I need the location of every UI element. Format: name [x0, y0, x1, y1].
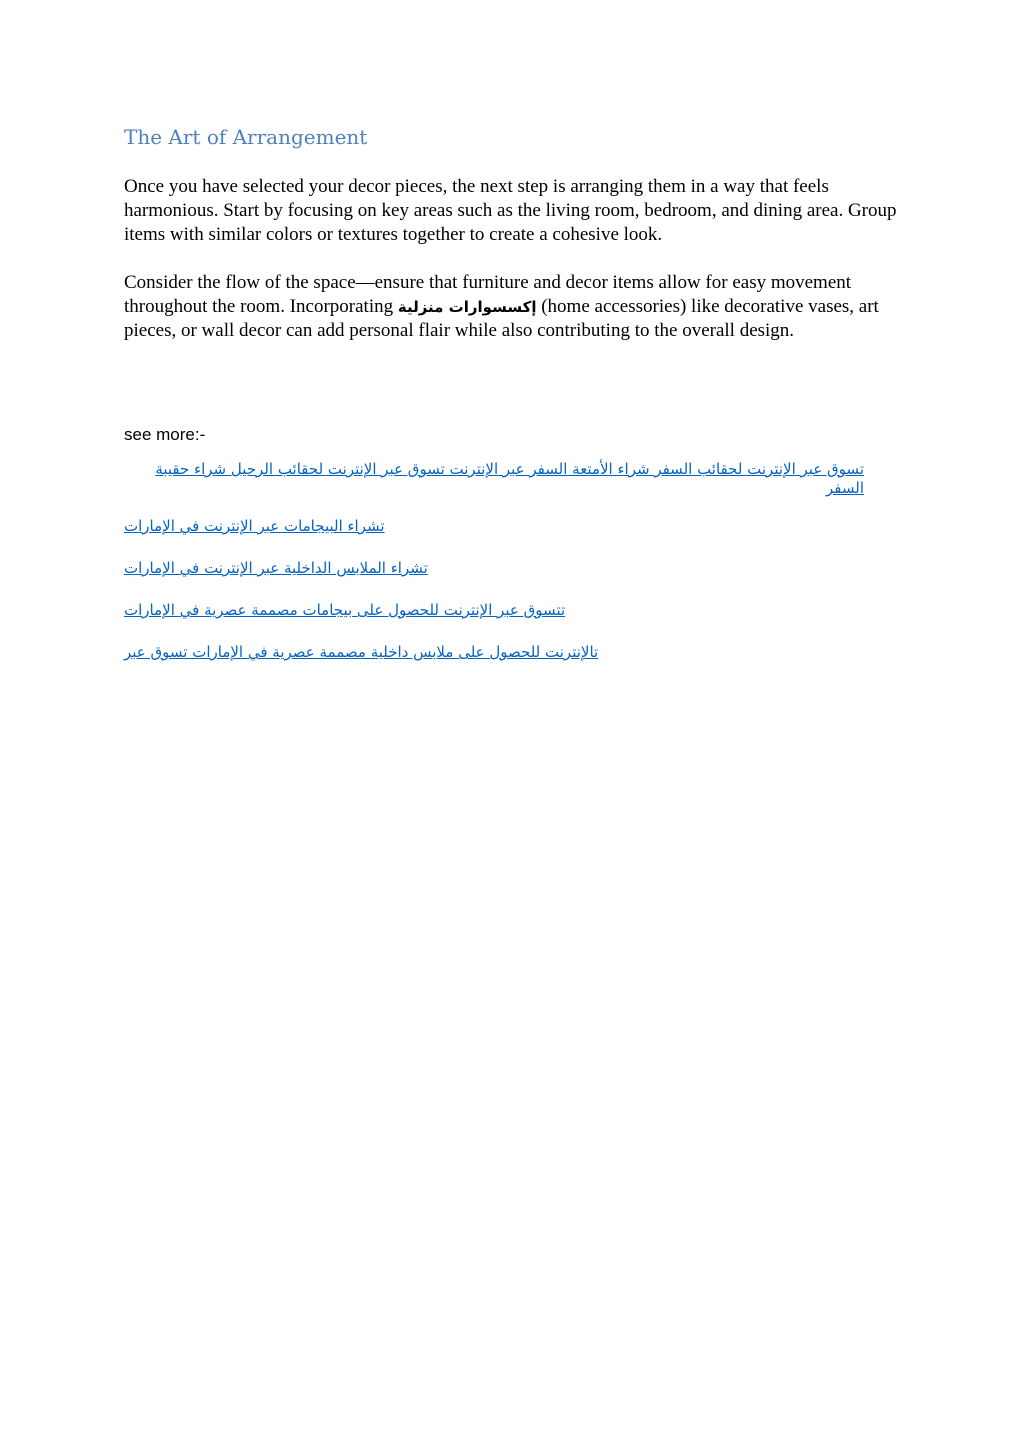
document-content — [124, 120, 904, 685]
related-link-underwear[interactable]: تشراء الملابس الداخلية عبر الإنترنت في الإمارات — [124, 559, 428, 577]
paragraph-flow-text-end: (home accessories) like decorative vases, art pieces, or wall decor can add personal flair while also contributing to the overall design. — [124, 296, 879, 341]
related-links-list — [124, 460, 904, 662]
related-link-designer-pajamas[interactable]: تتسوق عبر الإنترنت للحصول على بيجامات مصممة عصرية في الإمارات — [124, 601, 566, 619]
see-more-label: see more:- — [124, 425, 206, 444]
related-link-pajamas[interactable]: تشراء البيجامات عبر الإنترنت في الإمارات — [124, 517, 385, 535]
arabic-term: إكسسوارات منزلية — [397, 298, 537, 316]
section-heading: The Art of Arrangement — [124, 125, 368, 149]
paragraph-arrangement: Once you have selected your decor pieces, the next step is arranging them in a way that feels harmonious. Start by focusing on key areas such as the living room, bedroom, and dining area. Group items with similar colors or textures together to create a cohesive look. — [124, 176, 897, 245]
paragraph-flow-text-start: Consider the flow of the space—ensure that furniture and decor items allow for easy movement throughout the room. Incorporating — [124, 272, 852, 317]
related-link-luggage[interactable]: تسوق عبر الإنترنت لحقائب السفر شراء الأمتعة السفر عبر الإنترنت تسوق عبر الإنترنت لحقائب الرحيل شراء حقيبة السفر — [155, 460, 864, 497]
related-link-designer-underwear[interactable]: تالإنترنت للحصول على ملابس داخلية مصممة عصرية في الإمارات تسوق عبر — [124, 643, 599, 661]
paragraph-flow — [124, 271, 904, 343]
